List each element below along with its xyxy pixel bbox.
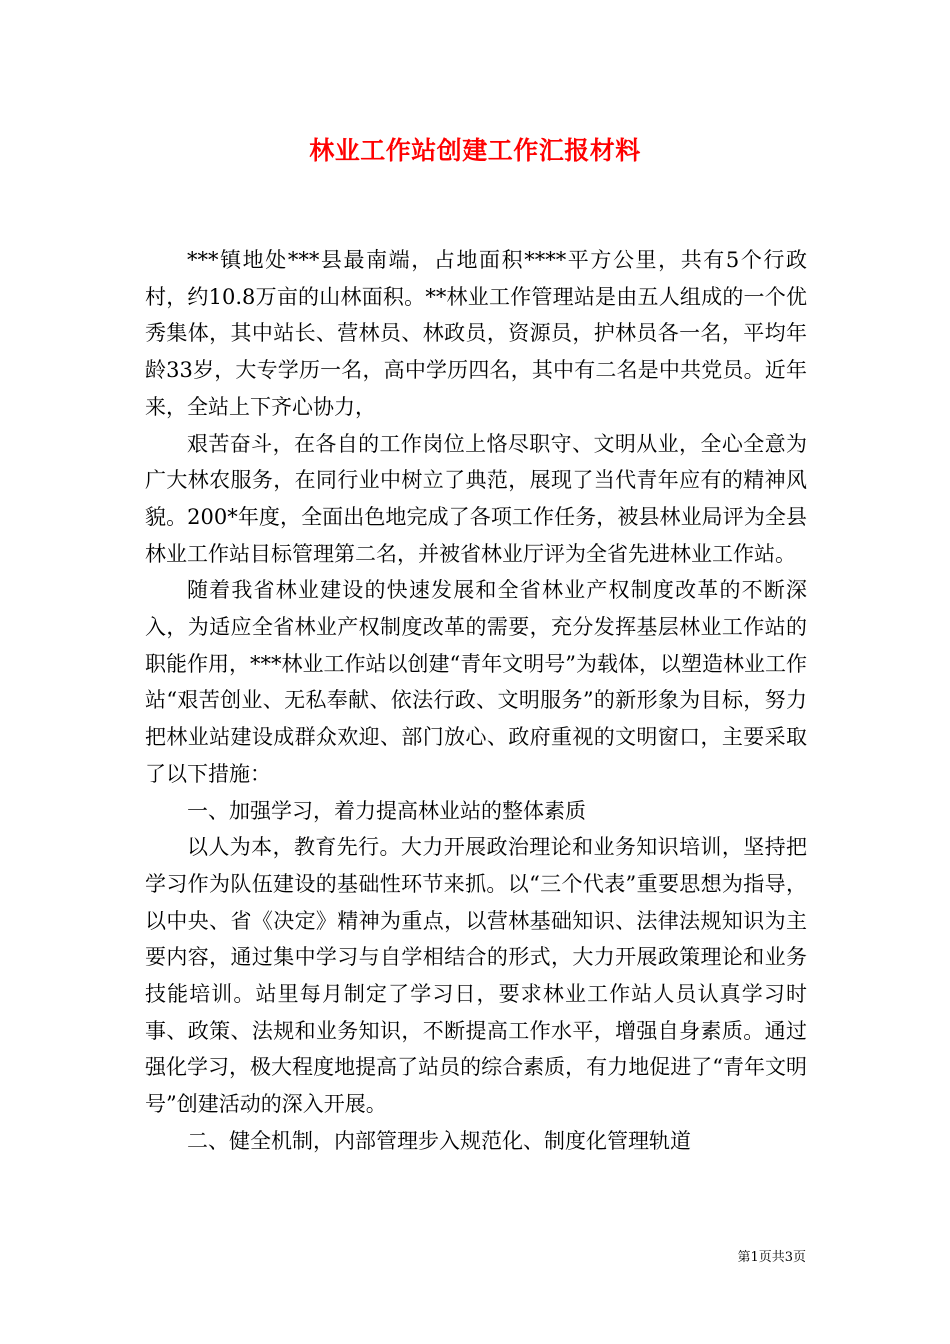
document-title: 林业工作站创建工作汇报材料 (309, 136, 641, 165)
section-heading-2: 二、健全机制，内部管理步入规范化、制度化管理轨道 (187, 1128, 691, 1153)
document-body (145, 242, 807, 1160)
page-number: 第1页共3页 (737, 1250, 806, 1265)
paragraph-4: 以人为本，教育先行。大力开展政治理论和业务知识培训，坚持把学习作为队伍建设的基础性环节来抓。以“三个代表”重要思想为指导，以中央、省《决定》精神为重点，以营林基础知识、法律法规知识为主要内容，通过集中学习与自学相结合的形式，大力开展政策理论和业务技能培训。站里每月制定了学习日，要求林业工作站人员认真学习时事、政策、法规和业务知识，不断提高工作水平，增强自身素质。通过强化学习，极大程度地提高了站员的综合素质，有力地促进了“青年文明号”创建活动的深入开展。 (145, 835, 807, 1117)
paragraph-3: 随着我省林业建设的快速发展和全省林业产权制度改革的不断深入，为适应全省林业产权制度改革的需要，充分发挥基层林业工作站的职能作用，***林业工作站以创建“青年文明号”为载体，以塑造林业工作站“艰苦创业、无私奉献、依法行政、文明服务”的新形象为目标，努力把林业站建设成群众欢迎、部门放心、政府重视的文明窗口，主要采取了以下措施： (145, 578, 807, 786)
section-heading-1: 一、加强学习，着力提高林业站的整体素质 (187, 798, 586, 823)
paragraph-1: ***镇地处***县最南端，占地面积****平方公里，共有5个行政村，约10.8万亩的山林面积。**林业工作管理站是由五人组成的一个优秀集体，其中站长、营林员、林政员，资源员，护林员各一名，平均年龄33岁，大专学历一名，高中学历四名，其中有二名是中共党员。近年来，全站上下齐心协力， (145, 248, 807, 419)
paragraph-2: 艰苦奋斗，在各自的工作岗位上恪尽职守、文明从业，全心全意为广大林农服务，在同行业中树立了典范，展现了当代青年应有的精神风貌。200*年度，全面出色地完成了各项工作任务，被县林业局评为全县林业工作站目标管理第二名，并被省林业厅评为全省先进林业工作站。 (145, 431, 807, 566)
